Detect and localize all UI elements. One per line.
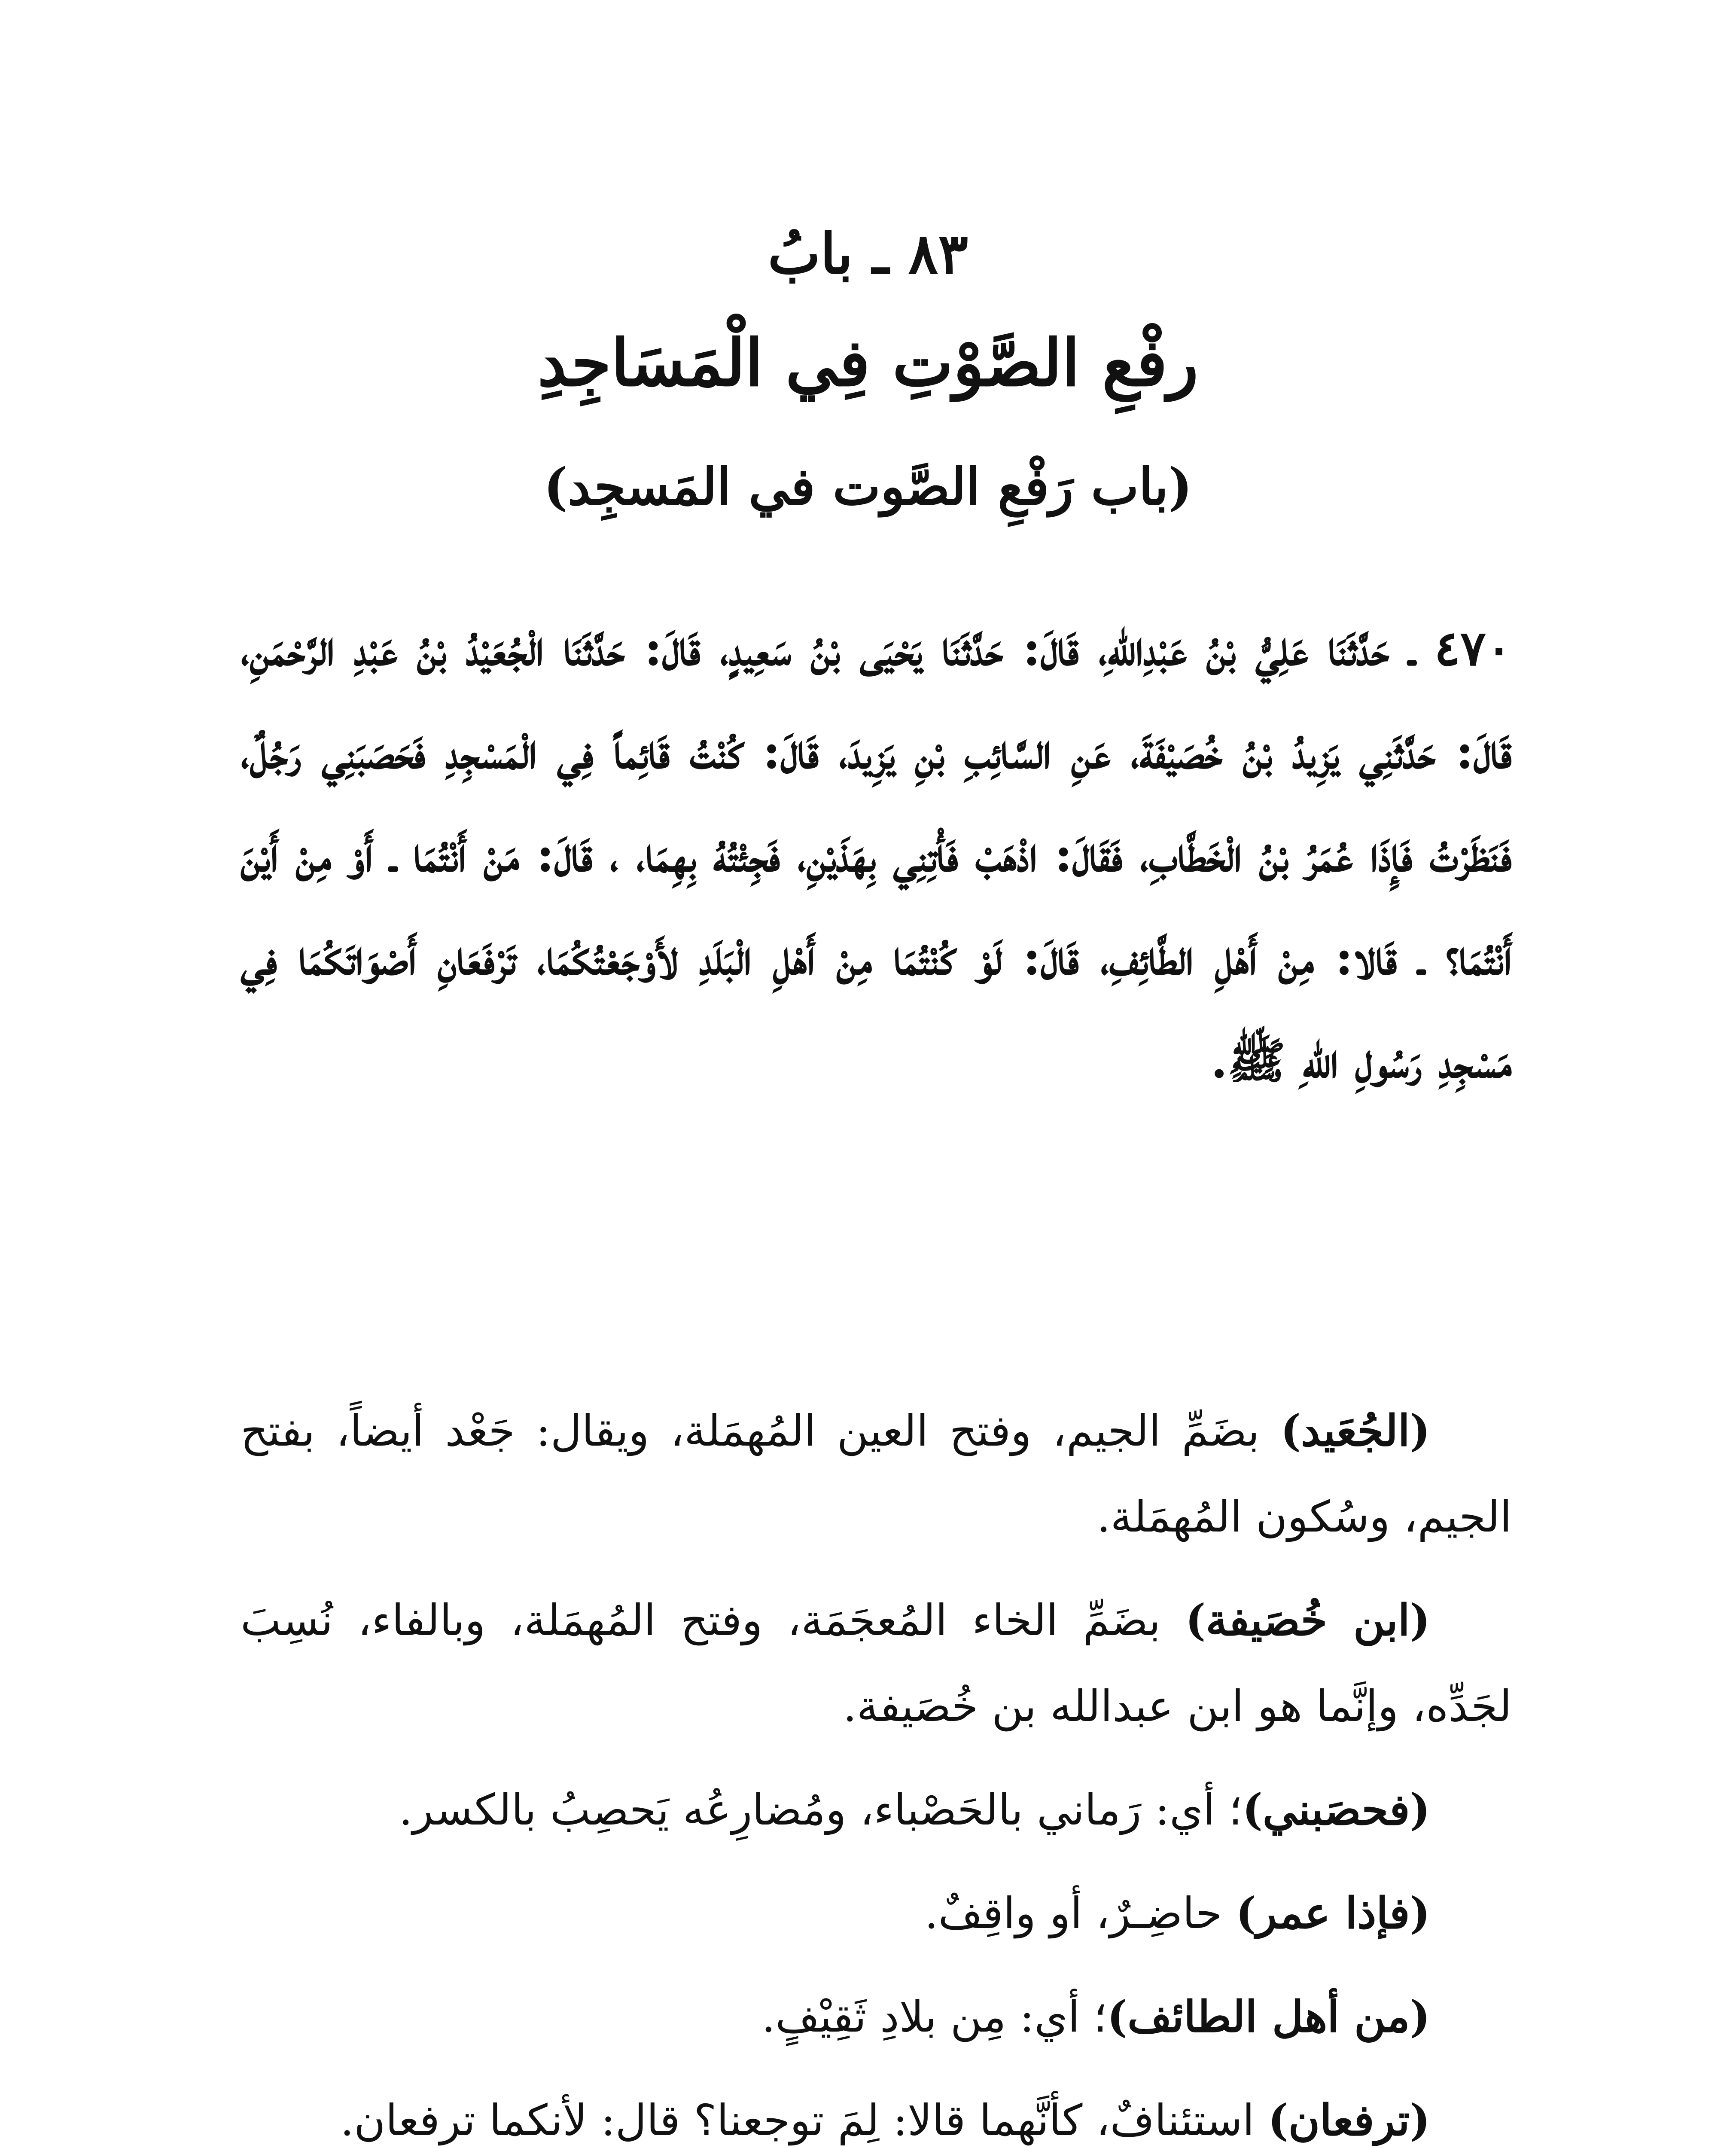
- commentary-text: بضَمِّ الخاء المُعجَمَة، وفتح المُهمَلة، وبالفاء، نُسِبَ لجَدِّه، وإنَّما هو ابن عبدالله بن خُصَيفة.: [241, 1595, 1512, 1731]
- chapter-title: رفْعِ الصَّوْتِ فِي الْمَسَاجِدِ: [537, 325, 1199, 401]
- commentary-term: (ابن خُصَيفة): [1185, 1595, 1430, 1645]
- commentary-text: ؛ أي: رَماني بالحَصْباء، ومُضارِعُه يَحصِبُ بالكسر.: [399, 1785, 1243, 1835]
- commentary-note: [241, 1388, 1512, 1560]
- hadith-text: ٤٧٠ ـ حَدَّثَنَا عَلِيُّ بْنُ عَبْدِاللهِ، قَالَ: حَدَّثَنَا يَحْيَى بْنُ سَعِيدٍ، قَالَ: حَدَّثَنَا الْجُعَيْدُ بْنُ عَبْدِ الرَّحْمَنِ، قَالَ: حَدَّثَنِي يَزِيدُ بْنُ خُصَيْفَةَ، عَنِ السَّائِبِ بْنِ يَزِيدَ، قَالَ: كُنْتُ قَائِماً فِي الْمَسْجِدِ فَحَصَبَنِي رَجُلٌ، فَنَظَرْتُ فَإِذَا عُمَرُ بْنُ الْخَطَّابِ، فَقَالَ: اذْهَبْ فَأْتِنِي بِهَذَيْنِ، فَجِئْتُهُ بِهِمَا، ، قَالَ: مَنْ أَنْتُمَا ـ أَوْ مِنْ أَيْنَ أَنْتُمَا؟ ـ قَالا: مِنْ أَهْلِ الطَّائِفِ، قَالَ: لَوْ كُنْتُمَا مِنْ أَهْلِ الْبَلَدِ لأَوْجَعْتُكُمَا، تَرْفَعَانِ أَصْوَاتَكُمَا فِي مَسْجِدِ رَسُولِ اللهِ ﷺ.: [241, 620, 1512, 1089]
- commentary-note: [241, 2077, 1512, 2148]
- commentary-note: [241, 1577, 1512, 1749]
- chapter-subtitle: (باب رَفْعِ الصَّوت في المَسجِد): [543, 457, 1193, 516]
- commentary-text: استئنافٌ، كأنَّهما قالا: لِمَ توجعنا؟ قال: لأنكما ترفعان.: [340, 2095, 1268, 2145]
- commentary-term: (فإذا عمر): [1236, 1888, 1430, 1938]
- commentary-text: ؛ أي: مِن بلادِ ثَقِيْفٍ.: [761, 1992, 1107, 2042]
- commentary-term: (فحصَبني): [1242, 1784, 1430, 1835]
- chapter-number: ٨٣ ـ بابُ: [767, 221, 969, 287]
- commentary-note: [241, 1767, 1512, 1853]
- commentary: [241, 1388, 1512, 2148]
- commentary-term: (من أهل الطائف): [1107, 1991, 1430, 2042]
- commentary-term: (ترفعان): [1268, 2095, 1430, 2145]
- commentary-note: [241, 1974, 1512, 2060]
- commentary-term: (الجُعَيد): [1280, 1405, 1430, 1456]
- commentary-note: [241, 1870, 1512, 1956]
- commentary-text: حاضِـرٌ، أو واقِفٌ.: [924, 1888, 1236, 1938]
- commentary-text: بضَمِّ الجيم، وفتح العين المُهمَلة، ويقال: جَعْد أيضاً، بفتح الجيم، وسُكون المُهمَلة.: [241, 1406, 1512, 1542]
